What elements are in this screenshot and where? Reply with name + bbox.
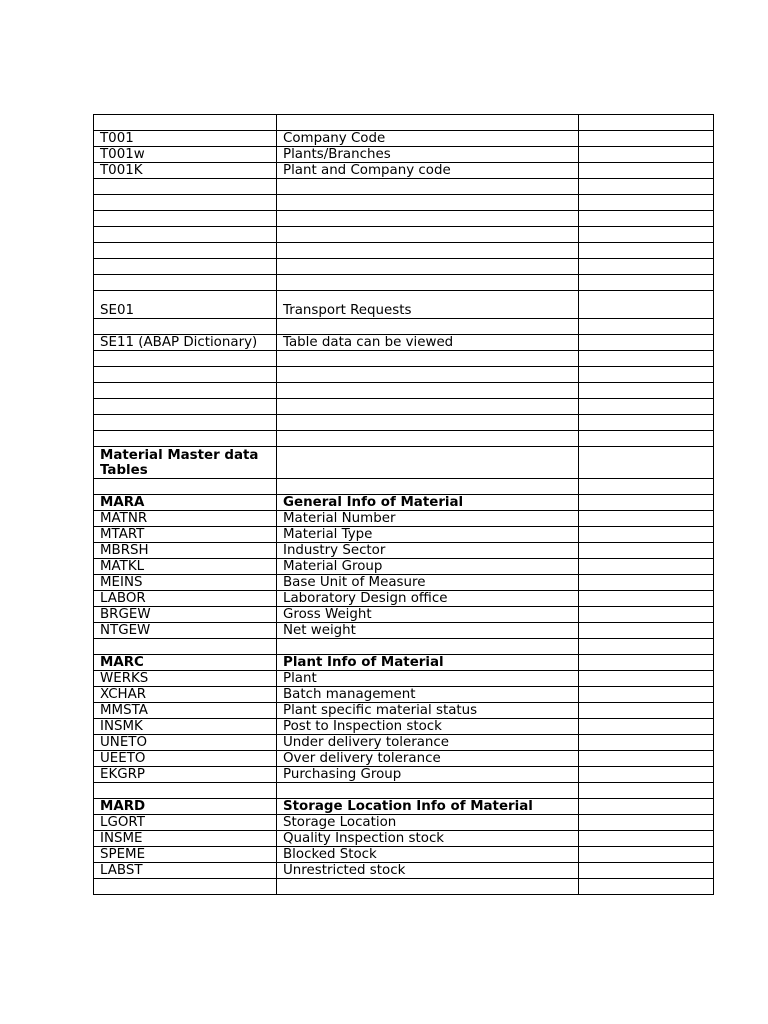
table-empty-cell [579, 703, 714, 719]
table-empty-cell [579, 783, 714, 799]
table-description-cell [277, 431, 579, 447]
table-description-cell [277, 275, 579, 291]
table-description-cell: Storage Location [277, 815, 579, 831]
table-empty-cell [579, 863, 714, 879]
table-code-cell: UEETO [94, 751, 277, 767]
table-description-cell [277, 479, 579, 495]
table-code-cell [94, 399, 277, 415]
table-row [94, 415, 714, 431]
table-row [94, 383, 714, 399]
table-code-cell: EKGRP [94, 767, 277, 783]
table-code-cell [94, 179, 277, 195]
table-row [94, 195, 714, 211]
table-empty-cell [579, 259, 714, 275]
table-empty-cell [579, 495, 714, 511]
table-description-cell [277, 383, 579, 399]
table-code-cell [94, 259, 277, 275]
table-code-cell: XCHAR [94, 687, 277, 703]
table-description-cell: Laboratory Design office [277, 591, 579, 607]
table-description-cell: Gross Weight [277, 607, 579, 623]
table-empty-cell [579, 607, 714, 623]
table-row [94, 543, 714, 559]
table-row [94, 399, 714, 415]
table-row [94, 847, 714, 863]
table-code-cell: BRGEW [94, 607, 277, 623]
table-empty-cell [579, 335, 714, 351]
table-description-cell: Over delivery tolerance [277, 751, 579, 767]
table-description-cell: Company Code [277, 131, 579, 147]
table-row [94, 591, 714, 607]
table-empty-cell [579, 639, 714, 655]
table-description-cell [277, 367, 579, 383]
table-code-cell: LABST [94, 863, 277, 879]
table-row [94, 147, 714, 163]
table-description-cell: Plant Info of Material [277, 655, 579, 671]
table-row [94, 735, 714, 751]
table-row [94, 655, 714, 671]
table-description-cell: Plant [277, 671, 579, 687]
table-row [94, 527, 714, 543]
table-empty-cell [579, 415, 714, 431]
table-description-cell: Batch management [277, 687, 579, 703]
table-code-cell: MEINS [94, 575, 277, 591]
table-code-cell [94, 243, 277, 259]
table-description-cell [277, 399, 579, 415]
table-description-cell: Plant specific material status [277, 703, 579, 719]
table-empty-cell [579, 815, 714, 831]
table-row [94, 623, 714, 639]
table-code-cell: MTART [94, 527, 277, 543]
table-code-cell [94, 351, 277, 367]
table-row [94, 431, 714, 447]
table-description-cell: Net weight [277, 623, 579, 639]
table-row [94, 367, 714, 383]
table-row [94, 575, 714, 591]
table-empty-cell [579, 195, 714, 211]
table-description-cell: Material Type [277, 527, 579, 543]
table-row [94, 783, 714, 799]
table-description-cell [277, 259, 579, 275]
table-row [94, 559, 714, 575]
table-row [94, 259, 714, 275]
table-row [94, 479, 714, 495]
table-code-cell: MBRSH [94, 543, 277, 559]
table-description-cell [277, 243, 579, 259]
table-row [94, 799, 714, 815]
table-empty-cell [579, 243, 714, 259]
table-empty-cell [579, 115, 714, 131]
table-empty-cell [579, 227, 714, 243]
table-description-cell [277, 351, 579, 367]
table-empty-cell [579, 179, 714, 195]
table-code-cell [94, 275, 277, 291]
table-empty-cell [579, 399, 714, 415]
table-row [94, 639, 714, 655]
table-empty-cell [579, 719, 714, 735]
table-empty-cell [579, 351, 714, 367]
table-code-cell: INSMK [94, 719, 277, 735]
table-row [94, 703, 714, 719]
table-row [94, 719, 714, 735]
table-empty-cell [579, 431, 714, 447]
table-empty-cell [579, 767, 714, 783]
table-code-cell: MARD [94, 799, 277, 815]
table-code-cell [94, 431, 277, 447]
table-row [94, 831, 714, 847]
table-row [94, 815, 714, 831]
table-description-cell [277, 179, 579, 195]
table-description-cell: Transport Requests [277, 291, 579, 319]
table-description-cell: Quality Inspection stock [277, 831, 579, 847]
table-code-cell [94, 227, 277, 243]
table-description-cell: Plant and Company code [277, 163, 579, 179]
table-code-cell: INSME [94, 831, 277, 847]
table-description-cell: Plants/Branches [277, 147, 579, 163]
table-description-cell: Material Number [277, 511, 579, 527]
table-empty-cell [579, 131, 714, 147]
table-description-cell: Industry Sector [277, 543, 579, 559]
table-description-cell: Material Group [277, 559, 579, 575]
table-code-cell [94, 383, 277, 399]
table-empty-cell [579, 799, 714, 815]
table-code-cell: MATNR [94, 511, 277, 527]
table-empty-cell [579, 575, 714, 591]
table-row [94, 163, 714, 179]
table-description-cell: General Info of Material [277, 495, 579, 511]
table-empty-cell [579, 543, 714, 559]
table-empty-cell [579, 735, 714, 751]
table-code-cell [94, 879, 277, 895]
table-empty-cell [579, 147, 714, 163]
table-description-cell: Storage Location Info of Material [277, 799, 579, 815]
table-empty-cell [579, 511, 714, 527]
table-description-cell [277, 211, 579, 227]
table-body [94, 115, 714, 895]
table-code-cell [94, 479, 277, 495]
table-empty-cell [579, 211, 714, 227]
table-code-cell: MMSTA [94, 703, 277, 719]
table-description-cell [277, 447, 579, 479]
table-description-cell [277, 227, 579, 243]
table-code-cell [94, 639, 277, 655]
table-code-cell: MARA [94, 495, 277, 511]
table-code-cell: T001w [94, 147, 277, 163]
table-code-cell: WERKS [94, 671, 277, 687]
table-row [94, 131, 714, 147]
table-row [94, 767, 714, 783]
table-code-cell: LABOR [94, 591, 277, 607]
table-code-cell: SE11 (ABAP Dictionary) [94, 335, 277, 351]
table-description-cell: Table data can be viewed [277, 335, 579, 351]
table-empty-cell [579, 291, 714, 319]
table-empty-cell [579, 383, 714, 399]
table-code-cell: UNETO [94, 735, 277, 751]
table-row [94, 687, 714, 703]
table-row [94, 351, 714, 367]
table-empty-cell [579, 879, 714, 895]
table-description-cell: Purchasing Group [277, 767, 579, 783]
table-description-cell: Unrestricted stock [277, 863, 579, 879]
table-empty-cell [579, 479, 714, 495]
table-row [94, 243, 714, 259]
table-empty-cell [579, 687, 714, 703]
table-row [94, 607, 714, 623]
table-code-cell: T001K [94, 163, 277, 179]
table-description-cell [277, 639, 579, 655]
table-code-cell [94, 783, 277, 799]
table-description-cell [277, 195, 579, 211]
table-code-cell [94, 115, 277, 131]
table-row [94, 879, 714, 895]
sap-tables-table [93, 114, 714, 895]
table-empty-cell [579, 527, 714, 543]
table-empty-cell [579, 671, 714, 687]
table-empty-cell [579, 319, 714, 335]
table-empty-cell [579, 447, 714, 479]
table-empty-cell [579, 367, 714, 383]
table-row [94, 211, 714, 227]
table-empty-cell [579, 275, 714, 291]
table-row [94, 863, 714, 879]
table-empty-cell [579, 591, 714, 607]
table-empty-cell [579, 831, 714, 847]
table-empty-cell [579, 163, 714, 179]
table-code-cell: NTGEW [94, 623, 277, 639]
table-code-cell: LGORT [94, 815, 277, 831]
table-empty-cell [579, 623, 714, 639]
table-description-cell [277, 115, 579, 131]
table-row [94, 495, 714, 511]
table-row [94, 319, 714, 335]
table-code-cell [94, 319, 277, 335]
table-empty-cell [579, 559, 714, 575]
table-empty-cell [579, 655, 714, 671]
table-code-cell: MATKL [94, 559, 277, 575]
table-code-cell [94, 367, 277, 383]
table-description-cell: Under delivery tolerance [277, 735, 579, 751]
table-row [94, 511, 714, 527]
table-code-cell: Material Master data Tables [94, 447, 277, 479]
table-code-cell [94, 195, 277, 211]
table-description-cell [277, 319, 579, 335]
table-description-cell [277, 415, 579, 431]
table-row [94, 447, 714, 479]
table-empty-cell [579, 847, 714, 863]
table-code-cell: T001 [94, 131, 277, 147]
table-code-cell: MARC [94, 655, 277, 671]
table-code-cell [94, 415, 277, 431]
table-code-cell [94, 211, 277, 227]
table-code-cell: SE01 [94, 291, 277, 319]
table-description-cell: Post to Inspection stock [277, 719, 579, 735]
table-row [94, 335, 714, 351]
table-row [94, 115, 714, 131]
table-row [94, 671, 714, 687]
table-empty-cell [579, 751, 714, 767]
table-description-cell [277, 783, 579, 799]
table-row [94, 291, 714, 319]
table-code-cell: SPEME [94, 847, 277, 863]
table-description-cell [277, 879, 579, 895]
table-row [94, 275, 714, 291]
table-description-cell: Base Unit of Measure [277, 575, 579, 591]
table-row [94, 227, 714, 243]
table-row [94, 751, 714, 767]
table-row [94, 179, 714, 195]
table-description-cell: Blocked Stock [277, 847, 579, 863]
